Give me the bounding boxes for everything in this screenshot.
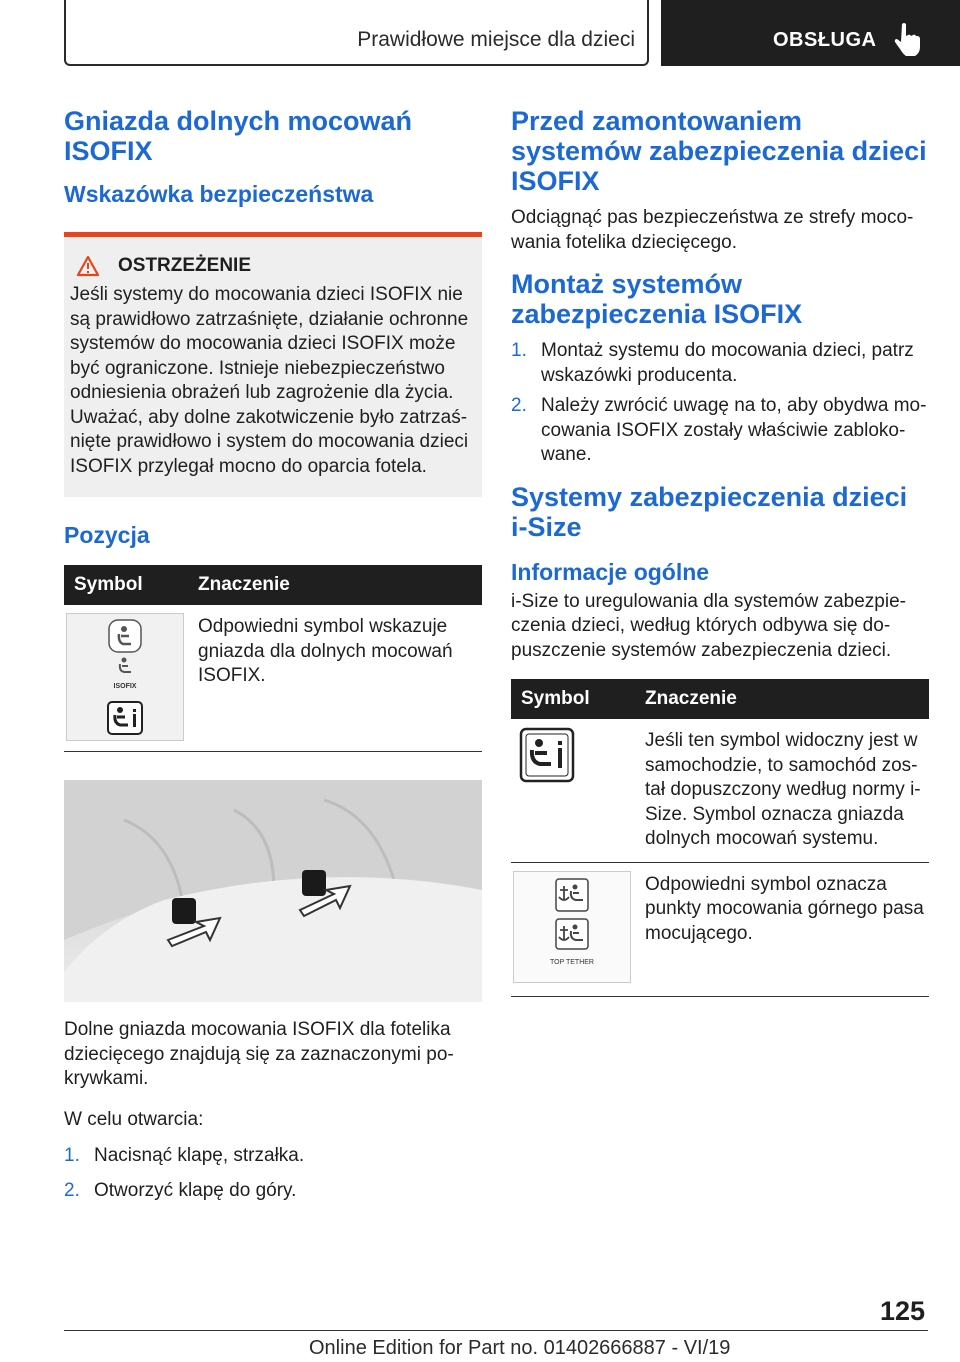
- step-text: Nacisnąć klapę, strzałka.: [94, 1145, 305, 1166]
- symbol-cell: [64, 605, 188, 752]
- table-header-meaning: Znaczenie: [635, 679, 929, 719]
- step-text: Należy zwrócić uwagę na to, aby obydwa mocowania ISOFIX zostały właściwie zablokowane.: [541, 395, 927, 465]
- left-column: [64, 100, 482, 1203]
- safety-subtitle: Wskazówka bezpieczeństwa: [64, 181, 374, 207]
- mount-title: Montaż systemów zabezpieczenia ISOFIX: [511, 269, 803, 329]
- step-number: 1.: [511, 340, 527, 361]
- step-number: 2.: [64, 1179, 80, 1201]
- right-column: [511, 100, 929, 997]
- table-header-symbol: Symbol: [511, 679, 635, 719]
- step-number: 2.: [511, 395, 527, 416]
- top-tether-anchor-icon: [554, 877, 590, 913]
- seat-anchor-photo: [64, 780, 482, 1002]
- hand-pointer-icon: [893, 22, 921, 56]
- list-item: [511, 339, 929, 388]
- header-chapter-tab[interactable]: [661, 0, 960, 66]
- step-number: 1.: [64, 1145, 80, 1166]
- open-steps-list: [64, 1144, 482, 1203]
- open-intro: W celu otwarcia:: [64, 1108, 204, 1130]
- isize-symbol-table: [511, 679, 929, 997]
- isofix-seat-icon: [107, 618, 143, 654]
- footer-divider: [64, 1330, 928, 1331]
- position-heading: Pozycja: [64, 522, 150, 548]
- mount-steps-list: [511, 339, 929, 468]
- table-header-meaning: Znaczenie: [188, 565, 482, 605]
- warning-box: [64, 232, 482, 497]
- warning-heading: [70, 255, 476, 277]
- top-tether-symbols-image: [513, 871, 631, 983]
- list-item: [511, 394, 929, 468]
- header-section-box: [64, 0, 649, 66]
- isize-title: Systemy zabezpieczenia dzieci i-Size: [511, 481, 908, 542]
- isofix-labeled-seat-icon: [113, 655, 137, 675]
- isize-seat-icon: [519, 727, 575, 783]
- isize-seat-icon: [106, 700, 144, 736]
- isofix-title: Gniazda dolnych mocowań ISOFIX: [64, 106, 413, 166]
- photo-caption: Dolne gniazda mocowania ISOFIX dla fotelika dziecięcego znajdują się za zaznaczonymi pokrywkami.: [64, 1019, 454, 1089]
- table-row: [511, 719, 929, 862]
- symbol-cell: [511, 719, 635, 862]
- isofix-symbol-table: [64, 565, 482, 752]
- meaning-cell: Odpowiedni symbol oznacza punkty mocowania górnego pasa mocującego.: [635, 862, 929, 996]
- isofix-symbols-image: [66, 613, 184, 741]
- step-text: Montaż systemu do mocowania dzieci, patrz wskazówki producenta.: [541, 340, 914, 386]
- general-info-heading: Informacje ogólne: [511, 558, 710, 585]
- list-item: [64, 1144, 482, 1169]
- step-text: Otworzyć klapę do góry.: [94, 1179, 297, 1201]
- header-chapter-label: OBSŁUGA: [773, 29, 877, 51]
- footer-edition: Online Edition for Part no. 01402666887 - VI/19: [309, 1337, 731, 1359]
- header-section-title: Prawidłowe miejsce dla dzieci: [357, 28, 635, 51]
- meaning-cell: Odpowiedni symbol wskazuje gniazda dla dolnych mocowań ISOFIX.: [188, 605, 482, 752]
- warning-title: OSTRZEŻENIE: [118, 255, 252, 276]
- table-header-symbol: Symbol: [64, 565, 188, 605]
- top-tether-labeled-icon: [554, 917, 590, 951]
- table-row: [511, 862, 929, 996]
- meaning-cell: Jeśli ten symbol widoczny jest w samochodzie, to samochód został dopuszczony według normy i-Size. Symbol oznacza gniazda dolnych mocowań systemu.: [635, 719, 929, 862]
- list-item: [64, 1179, 482, 1204]
- warning-text: Jeśli systemy do mocowania dzieci ISOFIX nie są prawidłowo zatrzaśnięte, działanie ochronne systemów do mocowania dzieci ISOFIX może być ograniczone. Istnieje niebezpieczeństwo odniesienia obrażeń lub zagrożenie dla życia. Uważać, aby dolne zakotwiczenie było zatrzaśnięte prawidłowo i system do mocowania dzieci ISOFIX przylegał mocno do oparcia fotela.: [70, 284, 469, 477]
- seat-photo-illustration: [64, 780, 482, 1002]
- isofix-label: ISOFIX: [113, 682, 137, 690]
- before-mount-title: Przed zamontowaniem systemów zabezpieczenia dzieci ISOFIX: [511, 106, 927, 196]
- warning-triangle-icon: [76, 255, 100, 277]
- symbol-cell: [511, 862, 635, 996]
- top-tether-label: TOP TETHER: [550, 959, 594, 967]
- table-row: [64, 605, 482, 752]
- page-number: 125: [880, 1296, 926, 1326]
- before-mount-text: Odciągnąć pas bezpieczeństwa ze strefy mocowania fotelika dziecięcego.: [511, 207, 914, 253]
- general-info-text: i-Size to uregulowania dla systemów zabezpieczenia dzieci, według których odbywa się dopuszczenie systemów zabezpieczenia dzieci.: [511, 590, 906, 661]
